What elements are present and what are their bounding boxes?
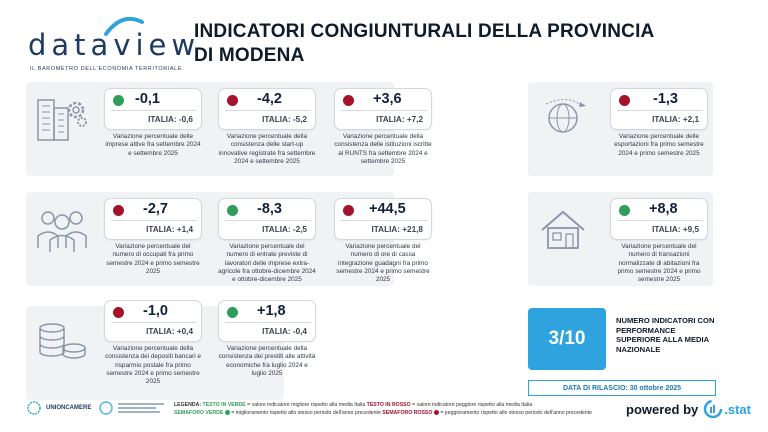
legend-green-text: TESTO IN VERDE: [202, 402, 246, 408]
chamber-logo: [98, 400, 164, 416]
powered-by: [626, 398, 751, 420]
italia-value: ITALIA: +2,1: [652, 115, 699, 124]
italia-value: ITALIA: +0,4: [146, 327, 193, 336]
status-dot: [113, 205, 124, 216]
indicator-prestiti: [218, 300, 316, 378]
stat-logo-icon: [702, 398, 724, 420]
indicator-desc: Variazione percentuale del numero di entrate previste di lavoratori delle imprese extra-agricole fra ottobre-dicembre 2024 e ottobre-dicembre 2025: [218, 243, 316, 284]
legend-red-light: SEMAFORO ROSSO: [382, 409, 433, 416]
indicator-card: [104, 88, 202, 130]
indicator-desc: Variazione percentuale delle esportazioni fra primo semestre 2024 e primo semestre 2025: [614, 133, 704, 157]
indicator-value: -0,1: [135, 91, 160, 107]
status-dot: [619, 205, 630, 216]
indicator-value: +44,5: [369, 201, 406, 217]
indicator-imprese: [104, 88, 202, 158]
indicator-desc: Variazione percentuale della consistenza dei depositi bancari e risparmio postale fra primo semestre 2024 e primo semestre 2025: [105, 345, 201, 386]
status-dot: [227, 95, 238, 106]
legend-title: LEGENDA:: [174, 402, 202, 408]
indicator-depositi: [104, 300, 202, 386]
indicator-value: +1,8: [257, 303, 286, 319]
indicator-export: [610, 88, 708, 158]
logo-tagline: IL BAROMETRO DELL'ECONOMIA TERRITORIALE: [30, 66, 183, 72]
indicator-desc: Variazione percentuale delle imprese attive fra settembre 2024 e settembre 2025: [105, 133, 201, 157]
chamber-icon: [98, 400, 114, 416]
indicator-runts: [334, 88, 432, 166]
indicator-startup: [218, 88, 316, 166]
indicator-abitazioni: [610, 198, 708, 284]
dataview-logo: [28, 14, 201, 72]
indicator-desc: Variazione percentuale del numero di transazioni normalizzate di abitazioni fra primo semestre 2024 e primo semestre 2025: [617, 243, 701, 284]
italia-value: ITALIA: -0,4: [262, 327, 307, 336]
summary-label: NUMERO INDICATORI CON PERFORMANCE SUPERIORE ALLA MEDIA NAZIONALE: [616, 316, 715, 354]
logo-text: dataview: [28, 28, 201, 62]
legend: [174, 402, 634, 417]
indicator-occupati: [104, 198, 202, 276]
status-dot: [343, 95, 354, 106]
indicator-value: -8,3: [257, 201, 282, 217]
legend-green-light: SEMAFORO VERDE: [174, 409, 224, 416]
powered-text: powered by: [626, 401, 699, 417]
italia-value: ITALIA: -5,2: [262, 115, 307, 124]
indicator-value: -1,0: [143, 303, 168, 319]
italia-value: ITALIA: +9,5: [652, 225, 699, 234]
unioncamere-text: UNIONCAMERE: [46, 405, 92, 411]
italia-value: ITALIA: -2,5: [262, 225, 307, 234]
indicator-value: -1,3: [653, 91, 678, 107]
buildings-gear-icon: [34, 92, 90, 144]
house-icon: [538, 208, 588, 252]
page-title: INDICATORI CONGIUNTURALI DELLA PROVINCIA DI MODENA: [194, 21, 654, 66]
indicator-desc: Variazione percentuale della consistenza delle istituzioni iscritte al RUNTS fra settembre 2024 e settembre 2025: [334, 133, 432, 165]
indicator-value: -2,7: [143, 201, 168, 217]
legend-red-desc: = valore indicatore peggiore rispetto alla media Italia: [410, 402, 533, 408]
indicator-value: +8,8: [649, 201, 678, 217]
status-dot: [227, 307, 238, 318]
indicator-desc: Variazione percentuale della consistenza dei prestiti alle attività economiche fra luglio 2024 e luglio 2025: [218, 345, 316, 377]
legend-red-light-desc: = peggioramento rispetto allo stesso periodo dell'anno precedente: [438, 409, 593, 416]
globe-plane-icon: [538, 94, 588, 140]
summary-count: 3/10: [528, 308, 606, 370]
coins-icon: [34, 318, 90, 364]
status-dot: [113, 95, 124, 106]
unioncamere-icon: [26, 400, 42, 416]
legend-green-desc: = valore indicatore migliore rispetto alla media Italia: [245, 402, 367, 408]
indicator-value: -4,2: [257, 91, 282, 107]
status-dot: [227, 205, 238, 216]
italia-value: ITALIA: +21,8: [371, 225, 423, 234]
legend-red-text: TESTO IN ROSSO: [366, 402, 411, 408]
release-date: DATA DI RILASCIO: 30 ottobre 2025: [528, 380, 716, 396]
italia-value: ITALIA: +7,2: [376, 115, 423, 124]
italia-value: ITALIA: -0,6: [148, 115, 193, 124]
unioncamere-logo: [26, 400, 91, 416]
indicator-desc: Variazione percentuale della consistenza delle start-up innovative registrate fra settembre 2024 e settembre 2025: [218, 133, 316, 165]
people-icon: [34, 204, 90, 254]
legend-green-light-desc: = miglioramento rispetto allo stesso periodo dell'anno precedente: [229, 409, 383, 416]
status-dot: [619, 95, 630, 106]
indicator-entrate: [218, 198, 316, 284]
status-dot: [343, 205, 354, 216]
stat-text: .stat: [724, 401, 751, 417]
italia-value: ITALIA: +1,4: [146, 225, 193, 234]
indicator-cassa: [334, 198, 432, 284]
indicator-value: +3,6: [373, 91, 402, 107]
indicator-desc: Variazione percentuale del numero di ore di cassa integrazione guadagni fra primo semestre 2024 e primo semestre 2025: [336, 243, 430, 284]
indicator-desc: Variazione percentuale del numero di occupati fra primo semestre 2024 e primo semestre 2025: [106, 243, 200, 275]
status-dot: [113, 307, 124, 318]
